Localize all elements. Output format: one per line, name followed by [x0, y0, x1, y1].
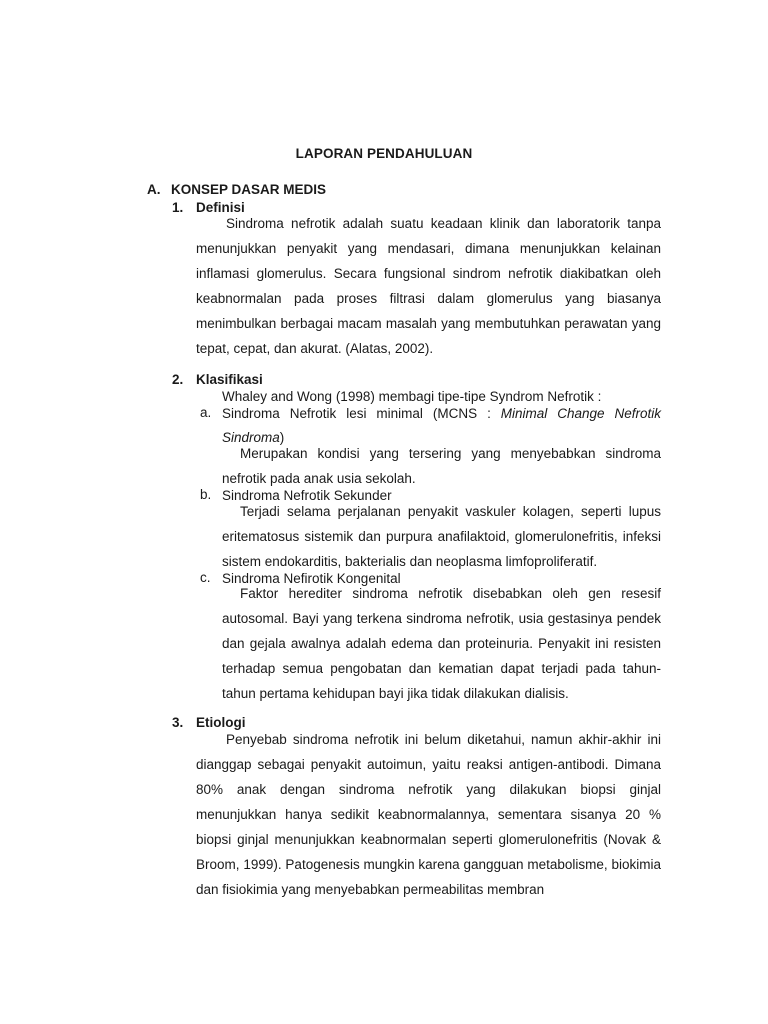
klasifikasi-number: 2. — [172, 372, 184, 387]
list-item-title-b: Sindroma Nefrotik Sekunder — [222, 488, 392, 503]
list-item-letter-c: c. — [200, 570, 211, 585]
klasifikasi-heading — [172, 372, 263, 387]
definisi-label: Definisi — [196, 200, 245, 215]
list-item-letter-b: b. — [200, 487, 212, 502]
definisi-number: 1. — [172, 200, 184, 215]
item-a-title-italic: Minimal Change Nefrotik Sindroma — [222, 406, 661, 445]
section-heading-a — [147, 182, 326, 197]
etiologi-label: Etiologi — [196, 715, 246, 730]
klasifikasi-intro: Whaley and Wong (1998) membagi tipe-tipe Syndrom Nefrotik : — [222, 389, 602, 404]
list-item-text-c: Faktor herediter sindroma nefrotik disebabkan oleh gen resesif autosomal. Bayi yang terkena sindroma nefrotik, usia gestasinya pendek dan gejala awalnya adalah edema dan proteinuria. Penyakit ini resisten terhadap semua pengobatan dan kematian dapat terjadi pada tahun-tahun pertama kehidupan bayi jika tidak dilakukan dialisis. — [222, 586, 661, 701]
item-a-title-plain: Sindroma Nefrotik lesi minimal (MCNS : — [222, 406, 501, 421]
klasifikasi-label: Klasifikasi — [196, 372, 263, 387]
page-title: LAPORAN PENDAHULUAN — [295, 146, 473, 161]
list-item-text-b: Terjadi selama perjalanan penyakit vaskuler kolagen, seperti lupus eritematosus sistemik dan purpura anafilaktoid, glomerulonefritis, infeksi sistem endokarditis, bakterialis dan neoplasma limfoproliferatif. — [222, 504, 661, 569]
section-label: KONSEP DASAR MEDIS — [171, 182, 327, 197]
etiologi-number: 3. — [172, 715, 184, 730]
definisi-paragraph: Sindroma nefrotik adalah suatu keadaan klinik dan laboratorik tanpa menunjukkan penyakit yang mendasari, dimana menunjukkan kelainan inflamasi glomerulus. Secara fungsional sindrom nefrotik diakibatkan oleh keabnormalan pada proses filtrasi dalam glomerulus yang biasanya menimbulkan berbagai macam masalah yang membutuhkan perawatan yang tepat, cepat, dan akurat. (Alatas, 2002). — [196, 216, 661, 356]
list-item-title-c: Sindroma Nefirotik Kongenital — [222, 571, 401, 586]
list-item-letter-a: a. — [200, 405, 212, 420]
list-item-text-a: Merupakan kondisi yang tersering yang menyebabkan sindroma nefrotik pada anak usia sekolah. — [222, 446, 661, 486]
etiologi-paragraph: Penyebab sindroma nefrotik ini belum diketahui, namun akhir-akhir ini dianggap sebagai penyakit autoimun, yaitu reaksi antigen-antibodi. Dimana 80% anak dengan sindroma nefrotik yang dilakukan biopsi ginjal menunjukkan hanya sedikit keabnormalannya, sementara sisanya 20 % biopsi ginjal menunjukkan keabnormalan seperti glomerulonefritis (Novak & Broom, 1999). Patogenesis mungkin karena gangguan metabolisme, biokimia dan fisiokimia yang menyebabkan permeabilitas membran — [196, 732, 661, 897]
item-a-title-end: ) — [279, 430, 285, 445]
section-marker: A. — [147, 182, 161, 197]
